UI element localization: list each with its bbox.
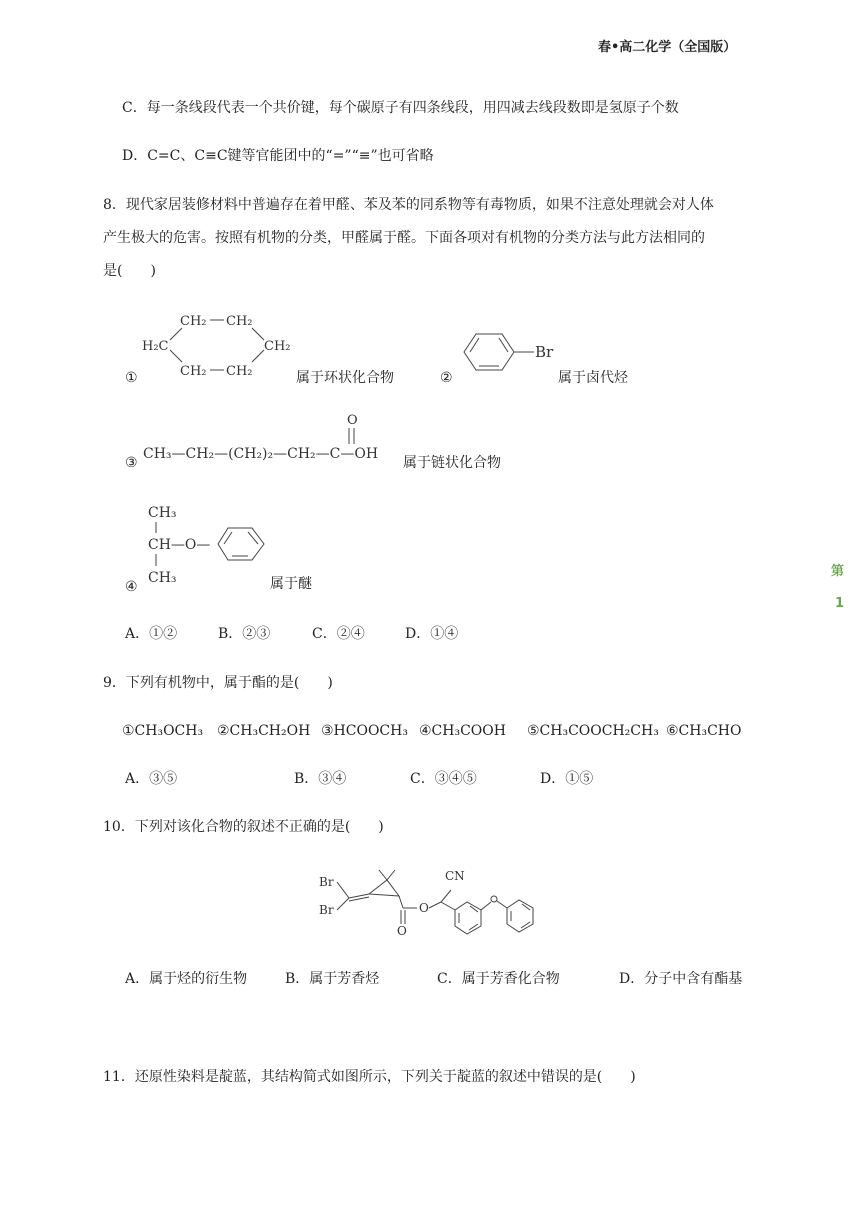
- bond-line: [224, 532, 232, 544]
- page-header-title: 春•高二化学（全国版）: [598, 40, 737, 55]
- bond-line: [170, 350, 182, 362]
- atom-label: CH—O—: [148, 537, 211, 553]
- side-tab-label: 第: [831, 564, 845, 579]
- q9-option-d: D．①⑤: [540, 771, 594, 787]
- atom-label: O: [347, 413, 358, 428]
- q9-compound-3: ③HCOOCH₃: [321, 723, 408, 739]
- atom-label: Br: [319, 903, 334, 917]
- q8-item4-label: 属于醚: [270, 576, 312, 592]
- q8-item3-number: ③: [125, 455, 138, 471]
- bond-line: [469, 924, 478, 930]
- q8-item4-structure: [144, 500, 274, 590]
- q10-stem: 10．下列对该化合物的叙述不正确的是( ): [103, 819, 384, 835]
- q10-option-a: A．属于烃的衍生物: [125, 971, 248, 987]
- benzene-ring: [218, 528, 264, 560]
- q9-option-c: C．③④⑤: [410, 771, 477, 787]
- bond-line: [470, 906, 478, 912]
- q9-compound-5: ⑤CH₃COOCH₂CH₃: [527, 723, 659, 739]
- q8-stem-line3: 是( ): [103, 263, 156, 279]
- atom-label: CN: [445, 869, 465, 883]
- bond-line: [379, 870, 387, 880]
- bond-line: [387, 870, 395, 880]
- bond-line: [497, 901, 507, 908]
- q8-option-b: B．②③: [218, 626, 271, 642]
- q8-item2-structure: [458, 330, 558, 374]
- oxygen-atom: [491, 896, 497, 902]
- atom-label: CH₃: [148, 570, 177, 586]
- bond-line: [521, 922, 530, 928]
- q8-item2-label: 属于卤代烃: [558, 370, 628, 386]
- benzene-ring: [464, 334, 514, 370]
- bond-line: [429, 902, 441, 908]
- q9-option-b: B．③④: [294, 771, 347, 787]
- bond-line: [399, 896, 403, 908]
- atom-label: CH₂: [180, 314, 207, 329]
- q8-stem-line2: 产生极大的危害。按照有机物的分类，甲醛属于醛。下面各项对有机物的分类方法与此方法相同的: [103, 230, 705, 246]
- bond-line: [252, 328, 264, 340]
- q8-option-a: A．①②: [125, 626, 178, 642]
- bond-line: [337, 898, 349, 910]
- atom-label: Br: [319, 875, 334, 889]
- q8-item4-number: ④: [125, 579, 138, 595]
- q8-stem-line1: 8．现代家居装修材料中普遍存在着甲醛、苯及苯的同系物等有毒物质，如果不注意处理就会对人体: [103, 197, 714, 213]
- atom-label: O: [397, 924, 407, 938]
- q8-item3-label: 属于链状化合物: [403, 455, 501, 471]
- q8-item2-number: ②: [440, 370, 453, 386]
- atom-label: CH₂: [264, 339, 291, 354]
- q10-option-b: B．属于芳香烃: [285, 971, 380, 987]
- q7-option-c: C．每一条线段代表一个共价键，每个碳原子有四条线段，用四减去线段数即是氢原子个数: [122, 100, 679, 116]
- bond-line: [522, 904, 530, 910]
- bond-line: [481, 902, 491, 910]
- q8-item1-number: ①: [125, 370, 138, 386]
- formula-chain: CH₃—CH₂—(CH₂)₂—CH₂—C—OH: [143, 446, 379, 462]
- q9-compound-1: ①CH₃OCH₃: [122, 723, 204, 739]
- q10-option-c: C．属于芳香化合物: [437, 971, 560, 987]
- atom-label: H₂C: [142, 339, 169, 354]
- atom-label: CH₂: [226, 364, 253, 379]
- bond-line: [337, 882, 349, 898]
- q9-option-a: A．③⑤: [125, 771, 178, 787]
- atom-label: O: [419, 901, 429, 915]
- q9-stem: 9．下列有机物中，属于酯的是( ): [103, 675, 333, 691]
- q8-item1-structure: [140, 308, 300, 383]
- q9-compound-6: ⑥CH₃CHO: [666, 723, 742, 739]
- bond-line: [170, 328, 182, 340]
- q8-item1-label: 属于环状化合物: [296, 370, 394, 386]
- q10-option-d: D．分子中含有酯基: [619, 971, 743, 987]
- atom-label: Br: [535, 343, 554, 361]
- bond-line: [441, 902, 455, 910]
- bond-line: [441, 890, 451, 902]
- q8-option-d: D．①④: [405, 626, 459, 642]
- q7-option-d: D．C=C、C≡C键等官能团中的“=”“≡”也可省略: [122, 148, 434, 164]
- side-tab-page: 1: [835, 596, 845, 611]
- q8-item3-structure: [140, 408, 405, 466]
- q10-structure: [315, 862, 555, 940]
- atom-label: CH₂: [226, 314, 253, 329]
- q9-compound-4: ④CH₃COOH: [419, 723, 506, 739]
- atom-label: CH₃: [148, 505, 177, 521]
- q9-compound-2: ②CH₃CH₂OH: [217, 723, 311, 739]
- q8-option-c: C．②④: [312, 626, 365, 642]
- atom-label: CH₂: [180, 364, 207, 379]
- bond-line: [252, 350, 264, 362]
- cyclopropane-ring: [369, 880, 399, 896]
- q11-stem: 11．还原性染料是靛蓝，其结构简式如图所示，下列关于靛蓝的叙述中错误的是( ): [103, 1069, 636, 1085]
